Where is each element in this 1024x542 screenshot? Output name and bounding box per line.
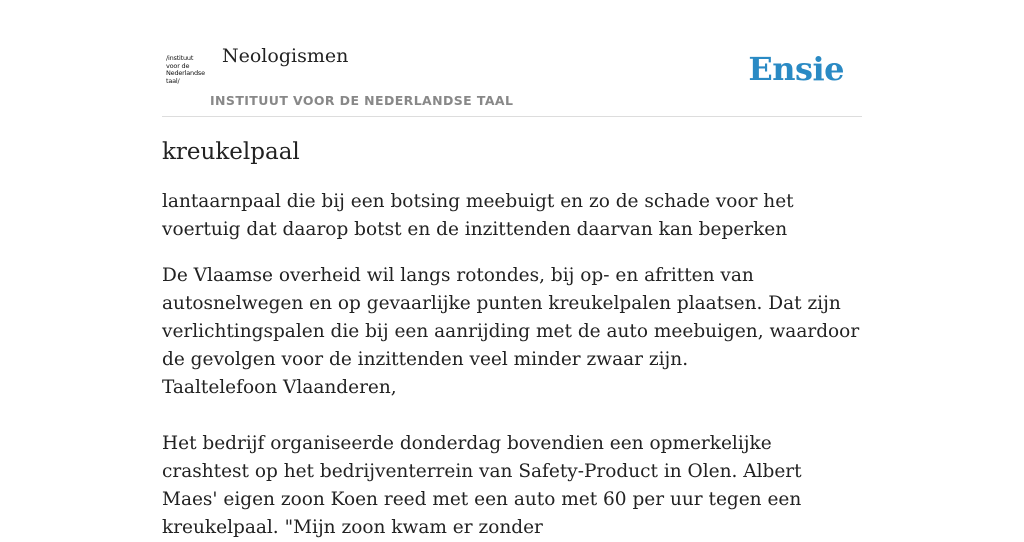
quote-text: De Vlaamse overheid wil langs rotondes, bij op- en afritten van autosnelwegen en op gevaarlijke punten kreukelpalen plaatsen. Dat zijn verlichtingspalen die bij een aanrijding met de auto meebuigen, waardoor de gevolgen voor de inzittenden veel minder zwaar zijn.	[162, 265, 860, 370]
source-logo[interactable]	[166, 55, 206, 89]
term-title: kreukelpaal	[162, 139, 300, 165]
source-organization[interactable]: INSTITUUT VOOR DE NEDERLANDSE TAAL	[210, 93, 514, 108]
entry-header	[162, 0, 862, 117]
quote-text: Het bedrijf organiseerde donderdag bovendien een opmerkelijke crashtest op het bedrijventerrein van Safety-Product in Olen. Albert Maes' eigen zoon Koen reed met een auto met 60 per uur tegen een kreukelpaal. "Mijn zoon kwam er zonder	[162, 433, 802, 538]
logo-line: taal/	[166, 76, 180, 85]
definition-text: lantaarnpaal die bij een botsing meebuigt en zo de schade voor het voertuig dat daarop botst en de inzittenden daarvan kan beperken	[162, 191, 794, 240]
logo-line: /instituut	[166, 54, 194, 62]
source-name[interactable]: Neologismen	[222, 45, 349, 67]
logo-line: voor de	[166, 61, 190, 70]
page-container	[162, 0, 862, 542]
brand-logo[interactable]: Ensie	[748, 50, 844, 88]
spacer	[162, 402, 862, 430]
quote-source: Taaltelefoon Vlaanderen,	[162, 377, 397, 398]
example-quotes	[162, 262, 862, 542]
logo-line: Nederlandse	[166, 69, 205, 77]
